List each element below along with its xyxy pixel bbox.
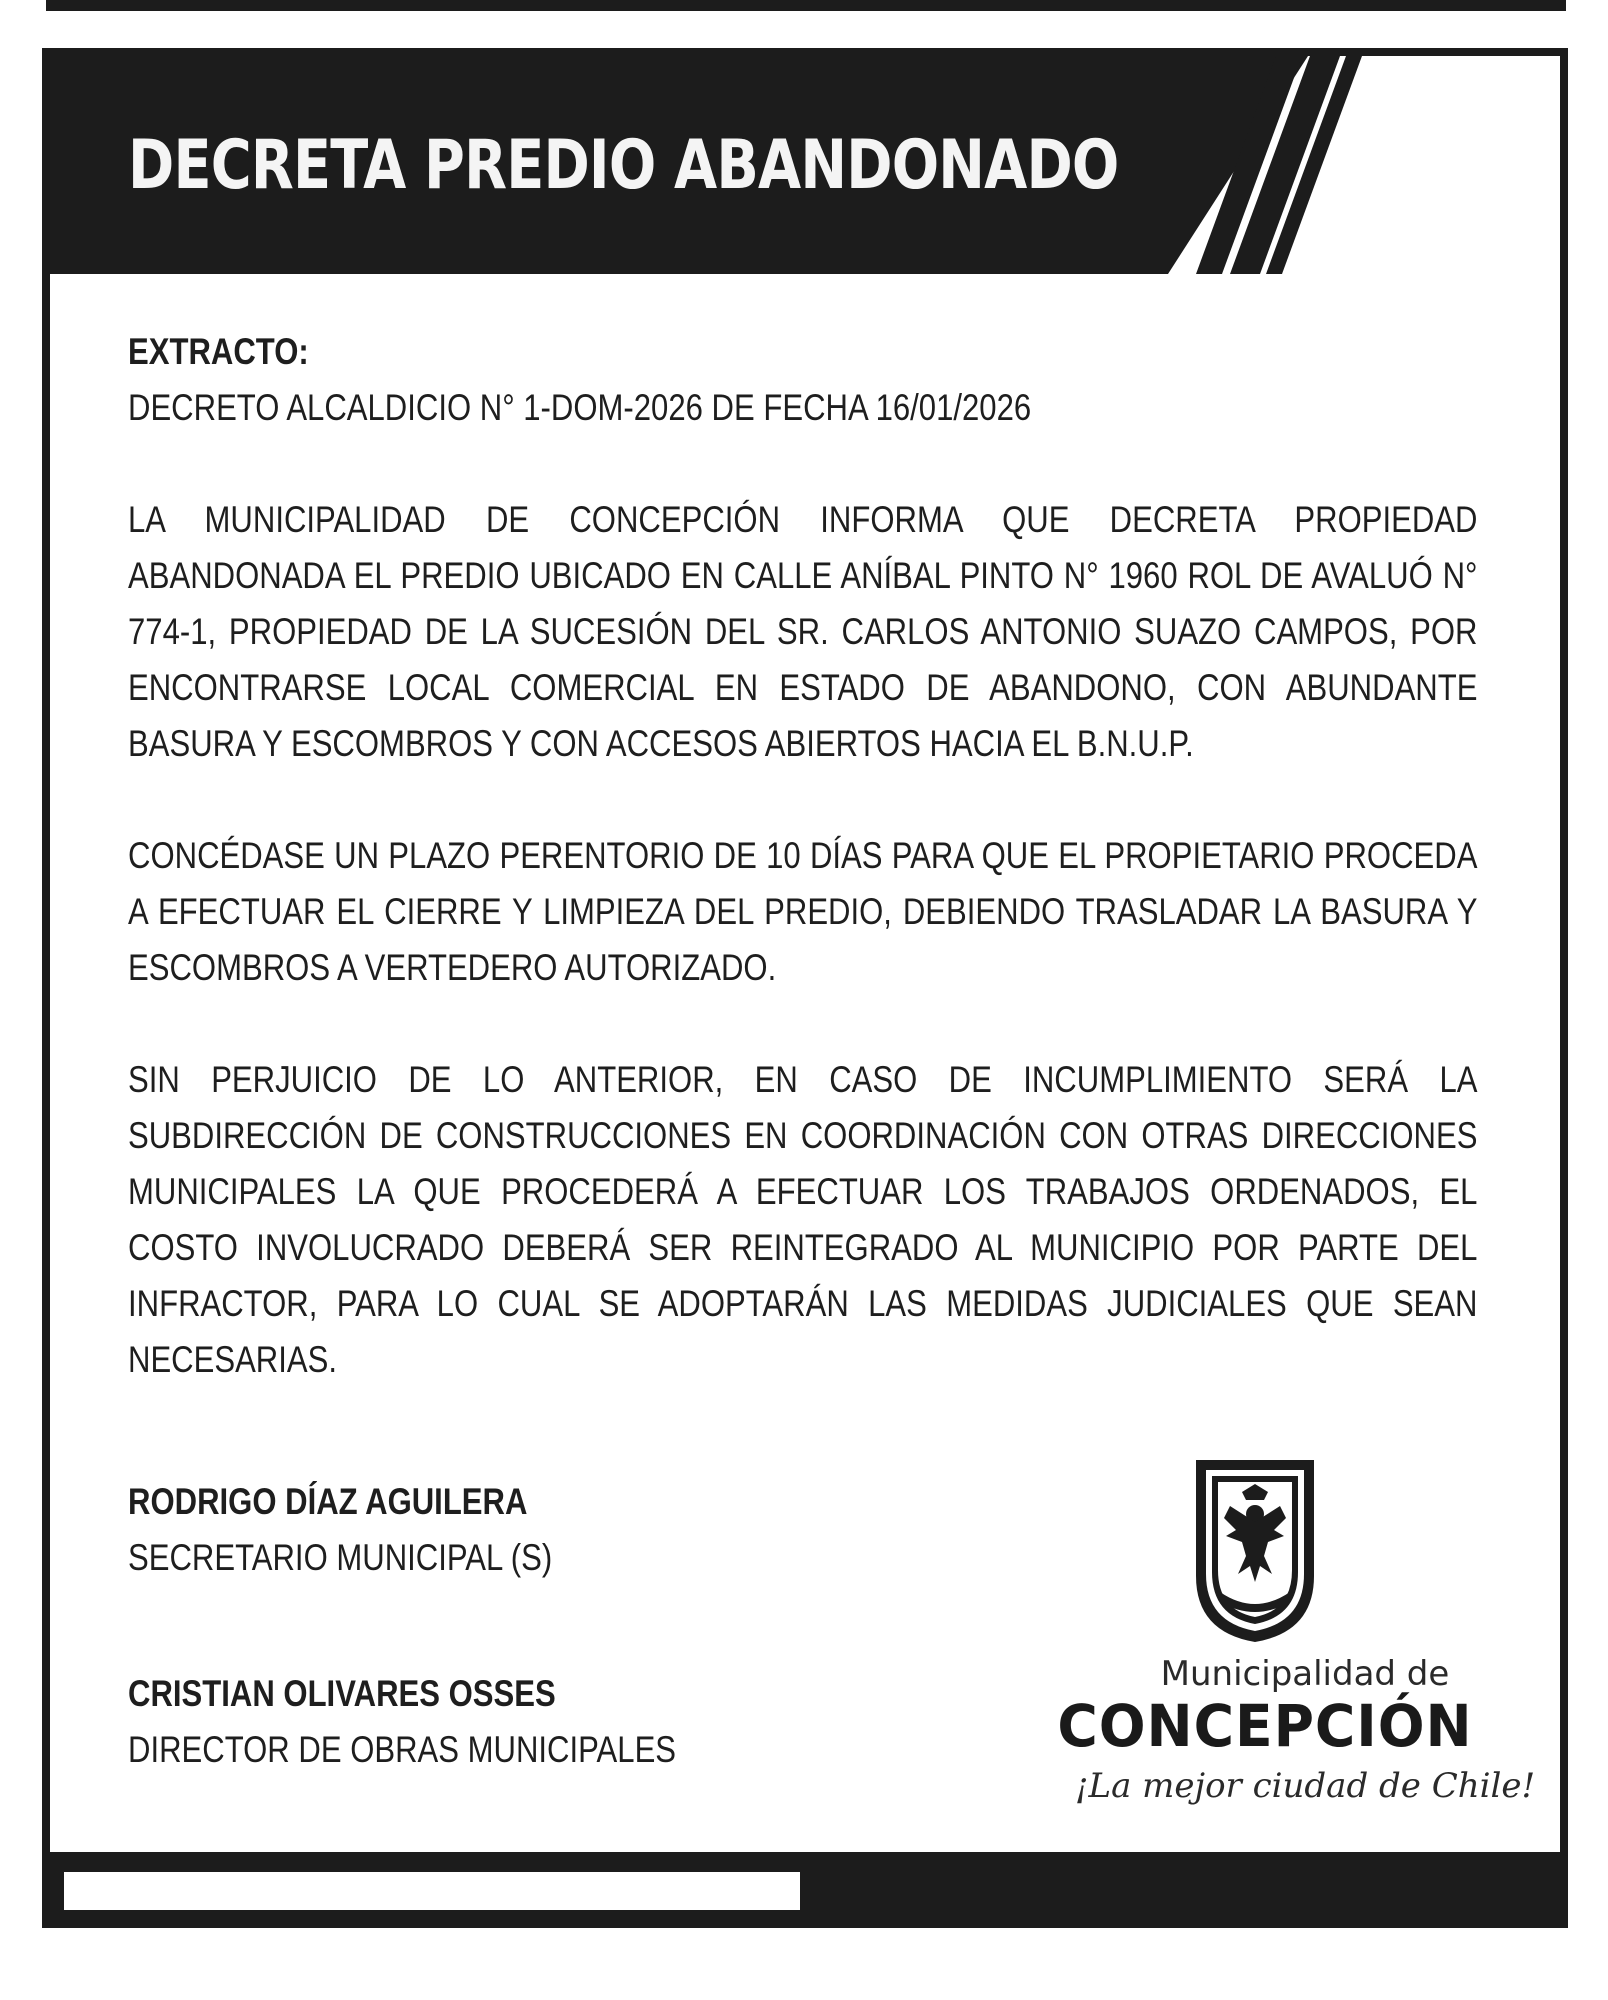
- municipality-logo: [990, 1456, 1540, 1836]
- logo-city-name: CONCEPCIÓN: [1057, 1692, 1473, 1760]
- signatory-name: CRISTIAN OLIVARES OSSES: [128, 1673, 556, 1714]
- paragraph-declaration: LA MUNICIPALIDAD DE CONCEPCIÓN INFORMA QUE DECRETA PROPIEDAD ABANDONADA EL PREDIO UBICADO EN CALLE ANÍBAL PINTO N° 1960 ROL DE AVALUÓ N° 774-1, PROPIEDAD DE LA SUCESIÓN DEL SR. CARLOS ANTONIO SUAZO CAMPOS, POR ENCONTRARSE LOCAL COMERCIAL EN ESTADO DE ABANDONO, CON ABUNDANTE BASURA Y ESCOMBROS Y CON ACCESOS ABIERTOS HACIA EL B.N.U.P.: [128, 499, 1478, 764]
- public-notice: [42, 48, 1568, 1928]
- signatory-director: [128, 1666, 828, 1778]
- signatory-role: DIRECTOR DE OBRAS MUNICIPALES: [128, 1729, 677, 1770]
- logo-municipality-label: Municipalidad de: [1160, 1654, 1450, 1694]
- signatory-role: SECRETARIO MUNICIPAL (S): [128, 1537, 553, 1578]
- notice-footer-bar: [50, 1852, 1560, 1920]
- signatory-secretary: [128, 1474, 828, 1586]
- extract-label: EXTRACTO:: [128, 331, 309, 372]
- coat-of-arms-eagle-icon: [1190, 1456, 1320, 1646]
- paragraph-deadline: CONCÉDASE UN PLAZO PERENTORIO DE 10 DÍAS PARA QUE EL PROPIETARIO PROCEDA A EFECTUAR EL CIERRE Y LIMPIEZA DEL PREDIO, DEBIENDO TRASLADAR LA BASURA Y ESCOMBROS A VERTEDERO AUTORIZADO.: [128, 835, 1478, 988]
- notice-title: DECRETA PREDIO ABANDONADO: [128, 126, 1119, 205]
- notice-body: [128, 324, 1478, 1388]
- decree-reference: DECRETO ALCALDICIO N° 1-DOM-2026 DE FECHA 16/01/2026: [128, 387, 1032, 428]
- footer-blank-box: [64, 1872, 800, 1910]
- signatory-name: RODRIGO DÍAZ AGUILERA: [128, 1481, 528, 1522]
- notice-header: [50, 56, 1560, 274]
- paragraph-noncompliance: SIN PERJUICIO DE LO ANTERIOR, EN CASO DE INCUMPLIMIENTO SERÁ LA SUBDIRECCIÓN DE CONSTRUCCIONES EN COORDINACIÓN CON OTRAS DIRECCIONES MUNICIPALES LA QUE PROCEDERÁ A EFECTUAR LOS TRABAJOS ORDENADOS, EL COSTO INVOLUCRADO DEBERÁ SER REINTEGRADO AL MUNICIPIO POR PARTE DEL INFRACTOR, PARA LO CUAL SE ADOPTARÁN LAS MEDIDAS JUDICIALES QUE SEAN NECESARIAS.: [128, 1059, 1478, 1380]
- top-border-bar: [46, 0, 1566, 11]
- logo-slogan: ¡La mejor ciudad de Chile!: [1074, 1766, 1536, 1806]
